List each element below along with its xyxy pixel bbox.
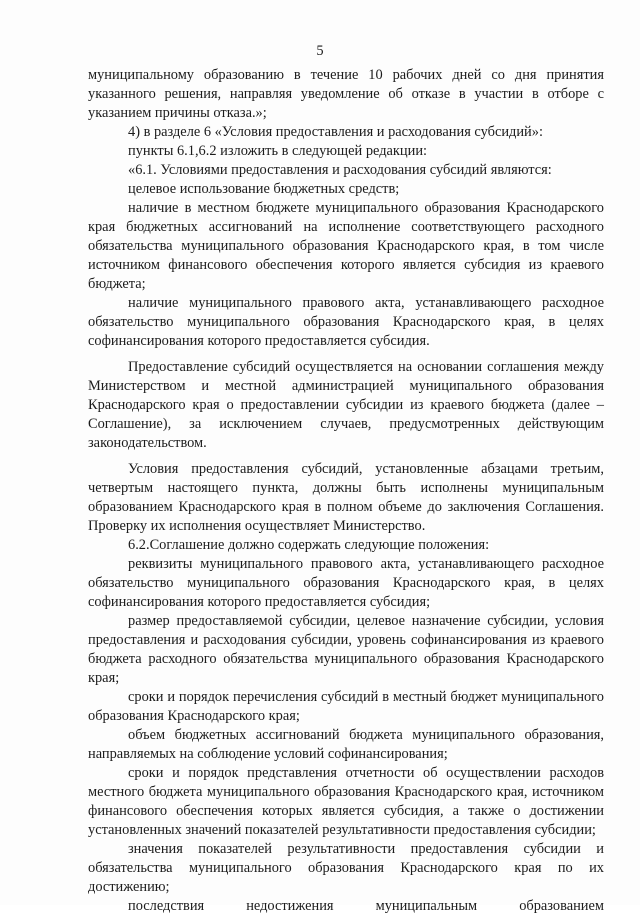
paragraph-condition-legal-act: наличие муниципального правового акта, устанавливающего расходное обязательство муниципального образования Краснодарского края, в целях софинансирования которого предоставляется субсидия.: [88, 295, 604, 349]
paragraph-agreement-basis: Предоставление субсидий осуществляется на основании соглашения между Министерством и местной администрацией муниципального образования Краснодарского края о предоставлении субсидии из краевого бюджета (далее – Соглашение), за исключением случаев, предусмотренных действующим законодательством.: [88, 359, 604, 451]
paragraph-continuation: муниципальному образованию в течение 10 рабочих дней со дня принятия указанного решения, направляя уведомление об отказе в участии в отборе с указанием причины отказа.»;: [88, 67, 604, 121]
word: последствия: [128, 898, 205, 914]
page-number: 5: [316, 43, 324, 59]
paragraph-section-6-amendment: 4) в разделе 6 «Условия предоставления и расходования субсидий»:: [128, 124, 543, 140]
paragraph-6-2-heading: 6.2.Соглашение должно содержать следующие положения:: [128, 537, 490, 553]
paragraph-subsidy-size: размер предоставляемой субсидии, целевое назначение субсидии, условия предоставления и расходования субсидии, уровень софинансирования из краевого бюджета расходного обязательства муниципального образования Краснодарского края;: [88, 613, 604, 686]
word: недостижения: [246, 898, 334, 914]
word: муниципальным: [375, 898, 478, 914]
paragraph-condition-target-use: целевое использование бюджетных средств;: [128, 181, 400, 197]
paragraph-cofinancing-volume: объем бюджетных ассигнований бюджета муниципального образования, направляемых на соблюдение условий софинансирования;: [88, 727, 604, 762]
paragraph-condition-budget-allocation: наличие в местном бюджете муниципального образования Краснодарского края бюджетных ассигнований на исполнение соответствующего расходного обязательства муниципального образования Краснодарского края, в том числе источником финансового обеспечения которого является субсидия из краевого бюджета;: [88, 200, 604, 292]
document-body: [88, 66, 604, 916]
paragraph-points-6-1-6-2: пункты 6.1,6.2 изложить в следующей редакции:: [128, 143, 428, 159]
paragraph-6-1-heading: «6.1. Условиями предоставления и расходования субсидий являются:: [128, 162, 552, 178]
paragraph-performance-indicators: значения показателей результативности предоставления субсидии и обязательства муниципального образования Краснодарского края по их достижению;: [88, 841, 604, 895]
paragraph-requisites: реквизиты муниципального правового акта, устанавливающего расходное обязательство муниципального образования Краснодарского края, в целях софинансирования которого предоставляется субсидия;: [88, 556, 604, 610]
paragraph-consequences-start: [88, 897, 604, 916]
paragraph-conditions-fulfilment: Условия предоставления субсидий, установленные абзацами третьим, четвертым настоящего пункта, должны быть исполнены муниципальным образованием Краснодарского края в полном объеме до заключения Соглашения. Проверку их исполнения осуществляет Министерство.: [88, 461, 604, 534]
paragraph-transfer-terms: сроки и порядок перечисления субсидий в местный бюджет муниципального образования Краснодарского края;: [88, 689, 604, 724]
paragraph-reporting-terms: сроки и порядок представления отчетности об осуществлении расходов местного бюджета муниципального образования Краснодарского края, источником финансового обеспечения которых является субсидия, а также о достижении установленных значений показателей результативности предоставления субсидии;: [88, 765, 604, 838]
word: образованием: [519, 898, 604, 914]
